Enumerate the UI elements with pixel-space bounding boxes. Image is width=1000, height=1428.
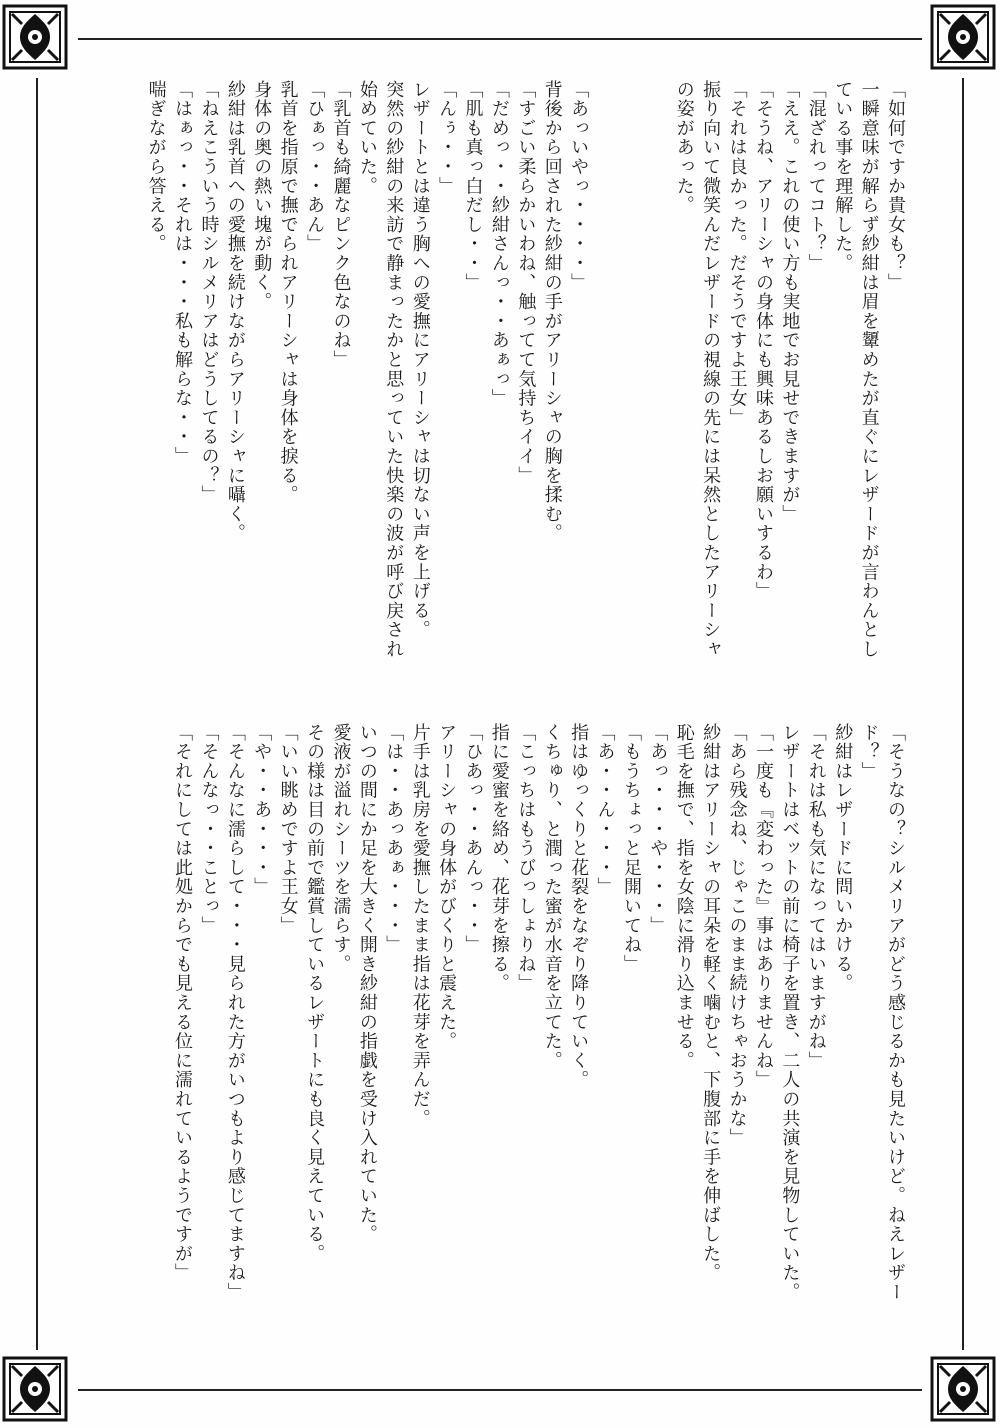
upper-text-block [142,80,908,680]
text-line: 「あ・・ん・・・」 [594,723,616,897]
text-line: 「それは私も気になってはいますがね」 [805,723,827,1071]
text-line: 「それにしては此処からでも見える位に濡れているようですが」 [172,723,194,1283]
text-line: 「如何ですか貴女も？」 [885,80,906,293]
text-line: 「ひぁっ・・あん」 [304,80,326,254]
text-line: 紗紺は乳首への愛撫を続けながらアリーシャに囁く。 [224,80,246,544]
blank-line [591,80,617,680]
text-line: 振り向いて微笑んだレザードの視線の先には呆然としたアリーシャ [700,80,722,659]
text-line: 「んぅ・・」 [436,80,458,196]
frame-top-rule [78,38,922,40]
corner-ornament-icon [2,1356,68,1422]
text-line: 片手は乳房を愛撫したまま指は花芽を弄んだ。 [409,723,431,1129]
blank-line [618,80,644,680]
text-line: 「ええ。これの使い方も実地でお見せできますが」 [779,80,801,524]
text-line: レザートとは違う胸への愛撫にアリーシャは切ない声を上げる。 [409,80,431,640]
text-line: 指に愛蜜を絡め、花芽を擦る。 [488,723,510,994]
text-line: 「ねえこういう時シルメリアはどうしてるの？」 [198,80,220,505]
text-line: 「こっちはもうびっしょりね」 [515,723,537,994]
text-line: 「乳首も綺麗なピンク色なのね」 [330,80,352,370]
text-line: 「混ざれってコト？」 [805,80,827,273]
text-line: 「肌も真っ白だし・・」 [462,80,484,293]
text-line: 喘ぎながら答える。 [145,80,167,254]
text-line: 「そんなに濡らして・・・見られた方がいつもより感じてますね」 [224,723,246,1302]
text-line: 指はゆっくりと花裂をなぞり降りていく。 [568,723,590,1090]
text-line: くちゅり、と潤った蜜が水音を立てた。 [541,723,563,1071]
text-line: 身体の奥の熱い塊が動く。 [251,80,273,312]
lower-text-block [169,723,908,1323]
corner-ornament-icon [930,4,996,70]
text-line: 「ひあっ・・あんっ・・」 [462,723,484,955]
text-line: 紗紺はアリーシャの耳朵を軽く噛むと、下腹部に手を伸ばした。 [700,723,722,1283]
text-line: ている事を理解した。 [832,80,854,273]
corner-ornament-icon [2,4,68,70]
text-line: いつの間にか足を大きく開き紗紺の指戯を受け入れていた。 [356,723,378,1245]
frame-left-rule [36,78,38,1350]
text-line: 愛液が溢れシーツを濡らす。 [330,723,352,974]
text-line: レザートはベットの前に椅子を置き、二人の共演を見物していた。 [779,723,801,1302]
text-line: 「あら残念ね、じゃこのまま続けちゃおうかな」 [726,723,748,1148]
text-line: 「あっいやっ・・・・」 [568,80,590,293]
text-line: 「一度も『変わった』事はありませんね」 [752,723,774,1090]
blank-line [644,80,670,680]
text-line: 「そうね、アリーシャの身体にも興味あるしお願いするわ」 [752,80,774,602]
text-line: その様は目の前で鑑賞しているレザートにも良く見えている。 [304,723,326,1264]
text-line: 突然の紗紺の来訪で静まったかと思っていた快楽の波が呼び戻され [383,80,405,659]
text-line: ド？」 [858,723,880,781]
text-line: 紗紺はレザードに問いかける。 [832,723,854,994]
text-line: 「すごい柔らかいわね、触ってて気持ちイイ」 [515,80,537,486]
text-line: 「もうちょっと足開いてね」 [620,723,642,974]
text-line: 「そうなの？シルメリアがどう感じるかも見たいけど。ねえレザー [885,723,906,1302]
text-line: 恥毛を撫で、指を女陰に滑り込ませる。 [673,723,695,1071]
text-line: 「いい眺めですよ王女」 [277,723,299,936]
text-line: 「や・・あ・・・」 [251,723,273,897]
text-line: 「あっ・・・や・・・」 [647,723,669,936]
frame-right-rule [962,78,964,1350]
text-line: 「それは良かった。だそうですよ王女」 [726,80,748,428]
text-line: 「そんなっ・・ことっ」 [198,723,220,936]
corner-ornament-icon [930,1356,996,1422]
text-line: 乳首を指原で撫でられアリーシャは身体を捩る。 [277,80,299,505]
text-line: 「だめっ・・紗紺さんっ・・あぁっ」 [488,80,510,409]
text-line: アリーシャの身体がびくりと震えた。 [436,723,458,1052]
text-line: の姿があった。 [673,80,695,216]
text-line: 一瞬意味が解らず紗紺は眉を顰めたが直ぐにレザードが言わんとし [858,80,880,659]
text-line: 始めていた。 [356,80,378,196]
text-line: 背後から回された紗紺の手がアリーシャの胸を揉む。 [541,80,563,544]
frame-bottom-rule [78,1389,922,1391]
text-line: 「は・・あっあぁ・・・」 [383,723,405,955]
text-line: 「はぁっ・・それは・・・私も解らな・・」 [172,80,194,466]
